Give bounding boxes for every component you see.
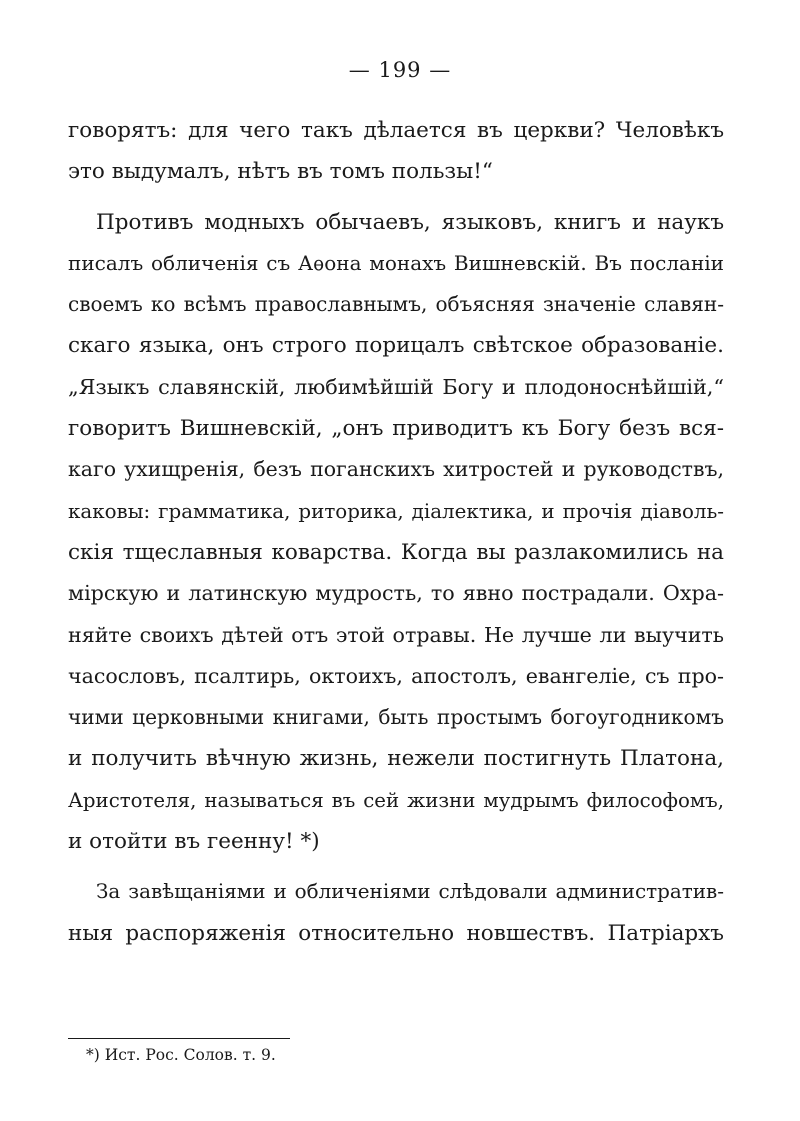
text-line: ныя распоряженія относительно новшествъ. Патріархъ xyxy=(68,920,724,946)
footnote: *) Ист. Рос. Солов. т. 9. xyxy=(86,1046,276,1064)
text-line: мірскую и латинскую мудрость, то явно пострадали. Охра- xyxy=(68,581,724,606)
text-line: писалъ обличенія съ Аѳона монахъ Вишневскій. Въ посланіи xyxy=(68,250,724,275)
text-line: Противъ модныхъ обычаевъ, языковъ, книгъ и наукъ xyxy=(96,209,724,235)
text-line: чими церковными книгами, быть простымъ богоугодникомъ xyxy=(68,705,724,730)
text-line: няйте своихъ дѣтей отъ этой отравы. Не лучше ли выучить xyxy=(68,622,724,647)
text-line: каковы: грамматика, риторика, діалектика, и прочія діаволь- xyxy=(68,499,724,523)
text-line: каго ухищренія, безъ поганскихъ хитростей и руководствъ, xyxy=(68,457,724,482)
text-line: скаго языка, онъ строго порицалъ свѣтское образованіе. xyxy=(68,333,724,359)
text-line: говорятъ: для чего такъ дѣлается въ церкви? Человѣкъ xyxy=(68,118,724,143)
text-line: часословъ, псалтирь, октоихъ, апостолъ, евангеліе, съ про- xyxy=(68,663,724,688)
text-line: Аристотеля, называться въ сей жизни мудрымъ философомъ, xyxy=(68,788,724,812)
page-number: — 199 — xyxy=(348,58,452,82)
text-line: говоритъ Вишневскій, „онъ приводитъ къ Богу безъ вся- xyxy=(68,416,724,442)
text-line: и отойти въ геенну! *) xyxy=(68,829,320,855)
paragraph-gap xyxy=(68,862,724,871)
footnote-divider xyxy=(68,1038,290,1039)
text-line: скія тщеславныя коварства. Когда вы разлакомились на xyxy=(68,539,724,565)
paragraph-gap xyxy=(68,193,724,202)
text-line: своемъ ко всѣмъ православнымъ, объясняя значеніе славян- xyxy=(68,292,724,317)
text-line: За завѣщаніями и обличеніями слѣдовали административ- xyxy=(96,880,724,904)
text-line: это выдумалъ, нѣтъ въ томъ пользы!“ xyxy=(68,159,493,185)
text-line: „Языкъ славянскій, любимѣйшій Богу и плодоноснѣйшій,“ xyxy=(68,374,724,399)
main-text xyxy=(68,110,724,954)
text-line: и получить вѣчную жизнь, нежели постигнуть Платона, xyxy=(68,746,724,772)
